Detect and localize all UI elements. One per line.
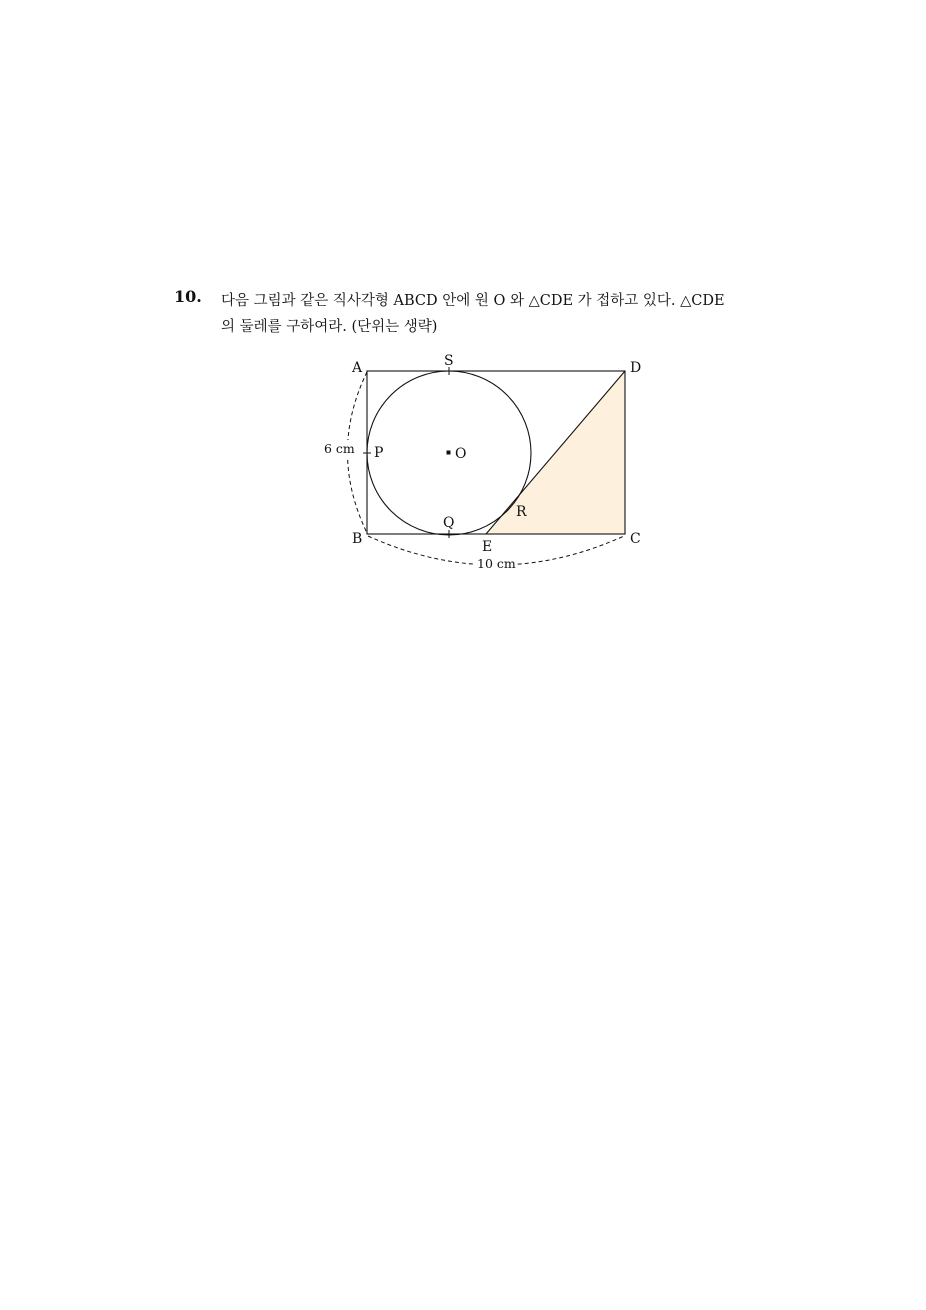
dimension-label-width: 10 cm [477, 556, 516, 571]
question-text-line-2: 의 둘레를 구하여라. (단위는 생략) [221, 319, 438, 335]
label-b: B [352, 531, 363, 547]
dimension-label-height: 6 cm [324, 441, 355, 456]
question-text-line-1: 다음 그림과 같은 직사각형 ABCD 안에 원 O 와 △CDE 가 접하고 있다. △CDE [221, 293, 725, 309]
question-number: 10. [174, 287, 202, 306]
label-c: C [630, 531, 641, 547]
label-p: P [374, 445, 384, 461]
label-d: D [630, 360, 642, 376]
label-s: S [444, 353, 454, 369]
label-q: Q [443, 515, 455, 531]
label-e: E [482, 539, 493, 555]
label-a: A [352, 360, 363, 376]
label-r: R [516, 504, 527, 520]
label-o: O [455, 446, 467, 462]
center-point-o [447, 451, 451, 455]
